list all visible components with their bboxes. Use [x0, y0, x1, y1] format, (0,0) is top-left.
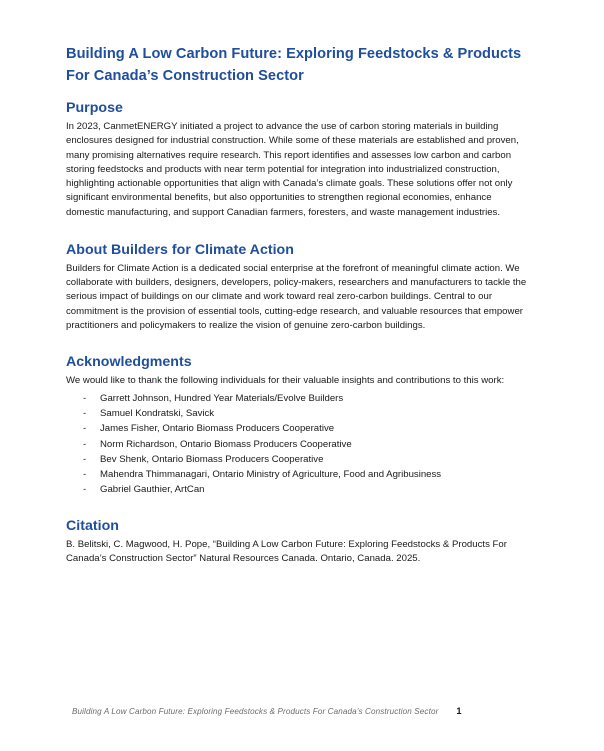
list-item — [66, 452, 528, 467]
page-title: Building A Low Carbon Future: Exploring Feedstocks & Products For Canada’s Construction Sector — [66, 46, 522, 84]
list-marker-dash: - — [83, 483, 87, 495]
list-marker-dash: - — [83, 438, 87, 450]
about-paragraph: Builders for Climate Action is a dedicated social enterprise at the forefront of meaningful climate action. We collaborate with builders, designers, developers, policy-makers, researchers and manufacturers to tackle the serious impact of buildings on our climate and work toward real zero-carbon buildings. Central to our commitment is the provision of essential tools, cutting-edge research, and valuable resources that empower practitioners and policymakers to realize the vision of genuine zero-carbon buildings. — [66, 262, 527, 331]
list-marker-dash: - — [83, 453, 87, 465]
purpose-paragraph: In 2023, CanmetENERGY initiated a project to advance the use of carbon storing materials in building enclosures designed for industrial construction. While some of these materials are established and proven, many promising alternatives require research. This report identifies and assesses low carbon and carbon storing feedstocks and products with near term potential for integration into industrialized construction, highlighting actionable opportunities that align with Canada’s climate goals. These solutions offer not only significant environmental benefits, but also opportunities to strengthen regional economies, enhance domestic manufacturing, and support Canadian farmers, foresters, and waste management industries. — [66, 121, 519, 218]
list-item-label: Mahendra Thimmanagari, Ontario Ministry of Agriculture, Food and Agribusiness — [100, 468, 442, 480]
page-footer — [72, 705, 541, 718]
list-item — [66, 421, 528, 436]
list-item-label: Garrett Johnson, Hundred Year Materials/Evolve Builders — [100, 393, 344, 405]
list-item-label: Samuel Kondratski, Savick — [100, 408, 215, 420]
list-item — [66, 482, 528, 497]
list-item — [66, 406, 528, 421]
list-item-label: James Fisher, Ontario Biomass Producers Cooperative — [100, 423, 335, 435]
citation-paragraph: B. Belitski, C. Magwood, H. Pope, “Building A Low Carbon Future: Exploring Feedstocks & Products For Canada’s Construction Sector” Natural Resources Canada. Ontario, Canada. 2025. — [66, 538, 507, 565]
list-marker-dash: - — [83, 423, 87, 435]
acknowledgments-intro: We would like to thank the following individuals for their valuable insights and contributions to this work: — [66, 375, 505, 386]
section-heading-acknowledgments: Acknowledgments — [66, 354, 192, 370]
section-heading-about: About Builders for Climate Action — [66, 241, 294, 258]
list-item-label: Gabriel Gauthier, ArtCan — [100, 483, 205, 495]
footer-page-number: 1 — [456, 706, 462, 716]
list-marker-dash: - — [83, 393, 87, 405]
section-heading-citation: Citation — [66, 517, 119, 534]
list-marker-dash: - — [83, 468, 87, 480]
footer-running-title: Building A Low Carbon Future: Exploring Feedstocks & Products For Canada’s Construction Sector — [72, 707, 439, 716]
section-heading-purpose: Purpose — [66, 100, 123, 116]
list-item-label: Norm Richardson, Ontario Biomass Producers Cooperative — [100, 438, 352, 450]
list-item — [66, 467, 528, 482]
list-item — [66, 437, 528, 452]
list-item-label: Bev Shenk, Ontario Biomass Producers Cooperative — [100, 453, 324, 465]
list-item — [66, 391, 528, 406]
list-marker-dash: - — [83, 408, 87, 420]
document-content — [66, 44, 528, 566]
acknowledgments-list — [66, 391, 528, 497]
